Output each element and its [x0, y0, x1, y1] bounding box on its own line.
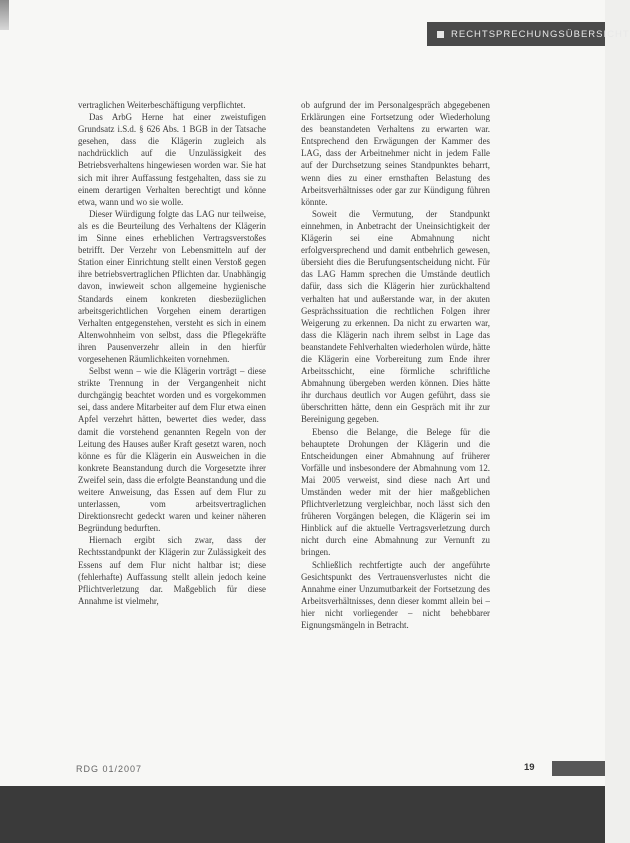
section-title: RECHTSPRECHUNGSÜBERSICHT — [451, 28, 630, 40]
paragraph: Selbst wenn – wie die Klägerin vorträgt – diese strikte Trennung in der Vergangenheit nicht durchgängig beachtet worden und es vorgekommen sei, dass andere Mitarbeiter auf dem Flur etwa einen Apfel verzehrt hätten, bewertet dies weder, dass damit die vorstehend genannten Regeln von der Leitung des Hauses außer Kraft gesetzt waren, noch könne es für die Klägerin ein Ausweichen in die konkrete Beanstandung durch die Vorgesetzte ihrer Zweifel sein, dass die erfolgte Beanstandung und die weitere Anweisung, das Essen auf dem Flur zu unterlassen, vom arbeitsvertraglichen Direktionsrecht gedeckt waren und keiner näheren Begründung bedurften. — [78, 366, 266, 534]
left-column — [78, 99, 266, 607]
bottom-band — [0, 786, 605, 843]
paragraph: ob aufgrund der im Personalgespräch abgegebenen Erklärungen eine Fortsetzung oder Wiederholung des beanstandeten Verhaltens zu erwarten war. Entsprechend den Erwägungen der Kammer des LAG, dass der Arbeitnehmer nicht in jedem Falle auf der Durchsetzung seines Standpunktes beharrt, wenn dies zu einer ernsthaften Belastung des Arbeitsverhältnisses oder gar zur Kündigung führen könnte. — [301, 100, 490, 207]
paragraph: Hiernach ergibt sich zwar, dass der Rechtsstandpunkt der Klägerin zur Zulässigkeit des Essens auf dem Flur nicht haltbar ist; diese (fehlerhafte) Auffassung stellt allein jedoch keine Pflichtverletzung dar. Maßgeblich für diese Annahme ist vielmehr, — [78, 535, 266, 606]
badge-square-icon — [437, 31, 444, 38]
issue-label: RDG 01/2007 — [76, 764, 143, 774]
paragraph: vertraglichen Weiterbeschäftigung verpflichtet. — [78, 100, 246, 110]
page-number: 19 — [524, 762, 535, 773]
right-column — [301, 99, 490, 631]
footer-bar — [552, 761, 605, 776]
paragraph: Ebenso die Belange, die Belege für die behauptete Drohungen der Klägerin und die Entscheidungen einer Abmahnung auf früherer Vorfälle und insbesondere der Abmahnung vom 12. Mai 2005 verweist, sind diese nach Art und Umständen weder mit der hier maßgeblichen Pflichtverletzung vergleichbar, noch lässt sich den früheren Vorgängen belegen, die Klägerin sei im Hinblick auf die aktuelle Vertragsverletzung durch nicht durch eine Abmahnung zur Vernunft zu bringen. — [301, 426, 490, 558]
paragraph: Dieser Würdigung folgte das LAG nur teilweise, als es die Beurteilung des Verhaltens der Klägerin im Sinne eines erheblichen Vertragsverstoßes betrifft. Der Verzehr von Lebensmitteln auf der Station einer Einrichtung stellt einen Verstoß gegen ihre betriebsvertraglichen Pflichten dar. Unabhängig davon, inwieweit schon allgemeine hygienische Standards einem konkreten diesbezüglichen arbeitsgerichtlichen Vorgehen einem derartigen Verhalten entgegenstehen, versteht es sich in einem Altenwohnheim von selbst, dass die Pflegekräfte ihren Pausenverzehr allein in den hierfür vorgesehenen Räumlichkeiten vornehmen. — [78, 208, 266, 364]
binding-edge — [0, 0, 9, 30]
paragraph: Schließlich rechtfertigte auch der angeführte Gesichtspunkt des Vertrauensverlustes nicht die Annahme einer Unzumutbarkeit der Fortsetzung des Arbeitsverhältnisses, denn dieser kommt allein bei – hier nicht vorliegender – nicht behebbarer Eignungsmängeln in Betracht. — [301, 559, 490, 631]
section-badge — [427, 22, 630, 46]
paragraph: Soweit die Vermutung, der Standpunkt einnehmen, in Anbetracht der Uneinsichtigkeit der Klägerin sei eine Abmahnung nicht erfolgversprechend und damit entbehrlich gewesen, übersieht dies die Berufungsentscheidung nicht. Für das LAG Hamm sprechen die Umstände deutlich dafür, dass sich die Klägerin hier zurückhaltend verhalten hat und außerstande war, in der akuten Gesprächssituation die rechtlichen Folgen ihrer Weigerung zu erkennen. Da nicht zu erwarten war, dass die Klägerin nach ihrem selbst in Lage das beanstandete Fehlverhalten wiederholen würde, hätte die Klägerin eine Vorbereitung zum Ende ihrer Arbeitsschicht, eine förmliche schriftliche Abmahnung übergeben werden können. Dies hätte ihr durchaus deutlich vor Augen geführt, dass sie überschritten hätte, denn ein Gespräch mit ihr zur Bereinigung gegeben. — [301, 208, 491, 425]
paragraph: Das ArbG Herne hat einer zweistufigen Grundsatz i.S.d. § 626 Abs. 1 BGB in der Tatsache gesehen, dass die Klägerin zugleich als nachdrücklich auf die Unzulässigkeit des Betriebsverhaltens hingewiesen worden war. Sie hat sich mit ihrer Auffassung festgehalten, dass sie zu einem derartigen Verhalten berechtigt und könne etwa, wann und wo sie wolle. — [78, 112, 266, 207]
